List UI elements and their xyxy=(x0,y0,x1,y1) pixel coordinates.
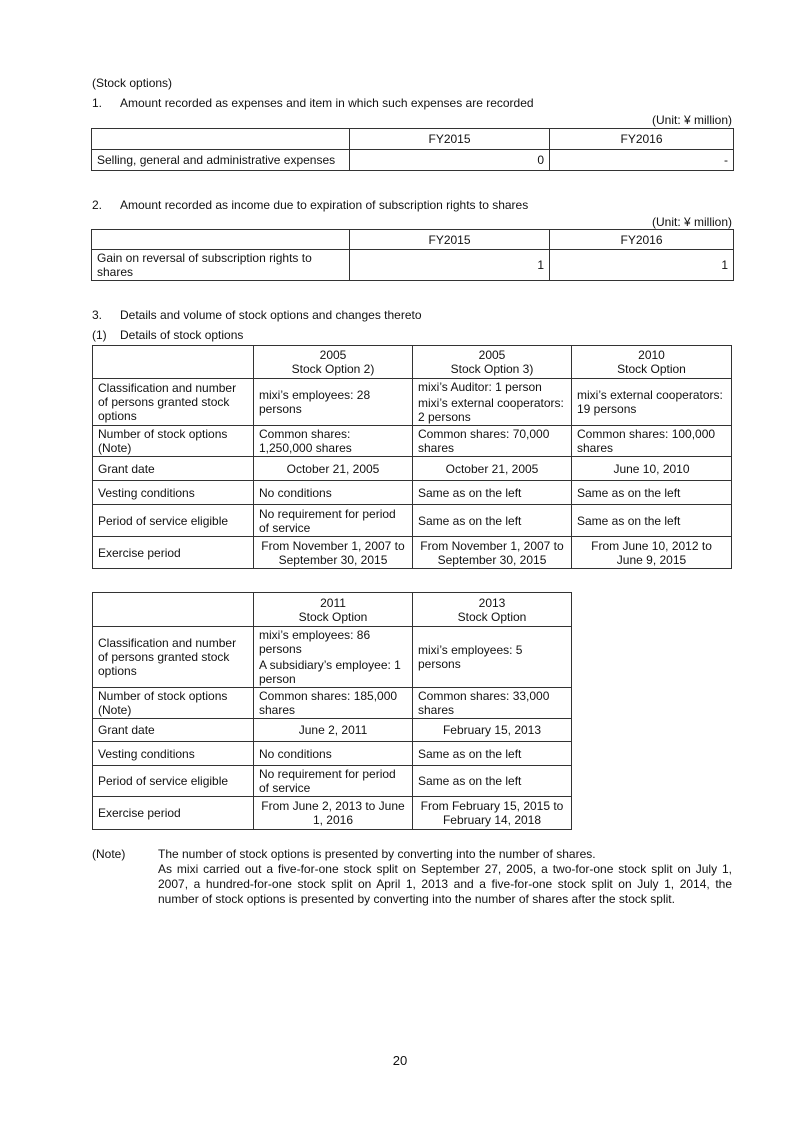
row-label: Number of stock options (Note) xyxy=(93,688,254,719)
section-2-unit: (Unit: ¥ million) xyxy=(651,215,732,229)
table-corner-cell xyxy=(93,593,254,627)
table-cell: Same as on the left xyxy=(572,505,732,537)
column-header: 2013 Stock Option xyxy=(413,593,572,627)
table-cell: No conditions xyxy=(254,481,413,505)
row-label: Exercise period xyxy=(93,537,254,569)
row-label: Vesting conditions xyxy=(93,742,254,766)
value-cell: 1 xyxy=(350,250,550,281)
table-cell: Same as on the left xyxy=(413,742,572,766)
table-cell: Same as on the left xyxy=(413,766,572,797)
page-number: 20 xyxy=(392,1053,408,1068)
stock-options-table-b xyxy=(92,592,572,830)
table-cell: mixi’s Auditor: 1 person mixi’s external cooperators: 2 persons xyxy=(413,379,572,426)
table-cell: Common shares: 1,250,000 shares xyxy=(254,426,413,457)
table-cell: mixi’s external cooperators: 19 persons xyxy=(572,379,732,426)
table-cell: Common shares: 33,000 shares xyxy=(413,688,572,719)
table-cell: June 10, 2010 xyxy=(572,457,732,481)
subsection-1-heading xyxy=(92,328,243,342)
column-header: FY2015 xyxy=(350,230,550,250)
section-1-unit: (Unit: ¥ million) xyxy=(651,113,732,127)
table-cell: mixi’s employees: 5 persons xyxy=(413,627,572,688)
row-label: Period of service eligible xyxy=(93,766,254,797)
column-header: FY2016 xyxy=(550,129,734,150)
table-cell: October 21, 2005 xyxy=(254,457,413,481)
column-header: FY2016 xyxy=(550,230,734,250)
table-cell: No conditions xyxy=(254,742,413,766)
income-table xyxy=(91,229,734,281)
section-3-heading xyxy=(92,308,422,322)
section-3-number: 3. xyxy=(92,308,103,322)
table-corner-cell xyxy=(92,230,350,250)
table-cell: mixi’s employees: 28 persons xyxy=(254,379,413,426)
section-2-title: Amount recorded as income due to expiration of subscription rights to shares xyxy=(120,198,529,212)
note-line-2: As mixi carried out a five-for-one stock split on September 27, 2005, a two-for-one stock split on July 1, 2007, a hundred-for-one stock split on April 1, 2013 and a five-for-one stock split on July 1, 2014, the number of stock options is presented by converting into the number of shares after the stock split. xyxy=(158,862,732,906)
table-cell: No requirement for period of service xyxy=(254,766,413,797)
table-corner-cell xyxy=(92,129,350,150)
table-cell: From June 10, 2012 to June 9, 2015 xyxy=(572,537,732,569)
subsection-1-number: (1) xyxy=(92,328,107,342)
value-cell: 0 xyxy=(350,150,550,171)
row-label: Period of service eligible xyxy=(93,505,254,537)
row-label: Selling, general and administrative expenses xyxy=(92,150,350,171)
table-cell: February 15, 2013 xyxy=(413,719,572,742)
section-title: (Stock options) xyxy=(92,76,173,90)
column-header: FY2015 xyxy=(350,129,550,150)
table-cell: From November 1, 2007 to September 30, 2015 xyxy=(413,537,572,569)
note-line-1: The number of stock options is presented by converting into the number of shares. xyxy=(158,847,596,861)
row-label: Exercise period xyxy=(93,797,254,830)
stock-options-table-a xyxy=(92,345,732,569)
section-3-title: Details and volume of stock options and changes thereto xyxy=(120,308,422,322)
table-cell: From November 1, 2007 to September 30, 2015 xyxy=(254,537,413,569)
column-header: 2005 Stock Option 2) xyxy=(254,346,413,379)
column-header: 2011 Stock Option xyxy=(254,593,413,627)
section-2-heading xyxy=(92,198,528,212)
table-cell: Common shares: 100,000 shares xyxy=(572,426,732,457)
expenses-table xyxy=(91,128,734,171)
section-1-number: 1. xyxy=(92,96,103,110)
table-cell: Common shares: 70,000 shares xyxy=(413,426,572,457)
section-1-heading xyxy=(92,96,534,110)
column-header: 2010 Stock Option xyxy=(572,346,732,379)
row-label: Classification and number of persons granted stock options xyxy=(93,627,254,688)
row-label: Grant date xyxy=(93,457,254,481)
value-cell: - xyxy=(550,150,734,171)
table-cell: mixi’s employees: 86 persons A subsidiary’s employee: 1 person xyxy=(254,627,413,688)
table-cell: Common shares: 185,000 shares xyxy=(254,688,413,719)
subsection-1-title: Details of stock options xyxy=(120,328,244,342)
row-label: Classification and number of persons granted stock options xyxy=(93,379,254,426)
table-cell: October 21, 2005 xyxy=(413,457,572,481)
table-cell: From June 2, 2013 to June 1, 2016 xyxy=(254,797,413,830)
table-cell: Same as on the left xyxy=(413,481,572,505)
note-body xyxy=(158,847,732,907)
section-1-title: Amount recorded as expenses and item in which such expenses are recorded xyxy=(120,96,534,110)
column-header: 2005 Stock Option 3) xyxy=(413,346,572,379)
table-cell: Same as on the left xyxy=(572,481,732,505)
table-cell: Same as on the left xyxy=(413,505,572,537)
row-label: Gain on reversal of subscription rights to shares xyxy=(92,250,350,281)
section-2-number: 2. xyxy=(92,198,103,212)
row-label: Grant date xyxy=(93,719,254,742)
table-cell: No requirement for period of service xyxy=(254,505,413,537)
note-label: (Note) xyxy=(92,847,126,861)
value-cell: 1 xyxy=(550,250,734,281)
table-cell: June 2, 2011 xyxy=(254,719,413,742)
table-corner-cell xyxy=(93,346,254,379)
row-label: Number of stock options (Note) xyxy=(93,426,254,457)
row-label: Vesting conditions xyxy=(93,481,254,505)
table-cell: From February 15, 2015 to February 14, 2018 xyxy=(413,797,572,830)
